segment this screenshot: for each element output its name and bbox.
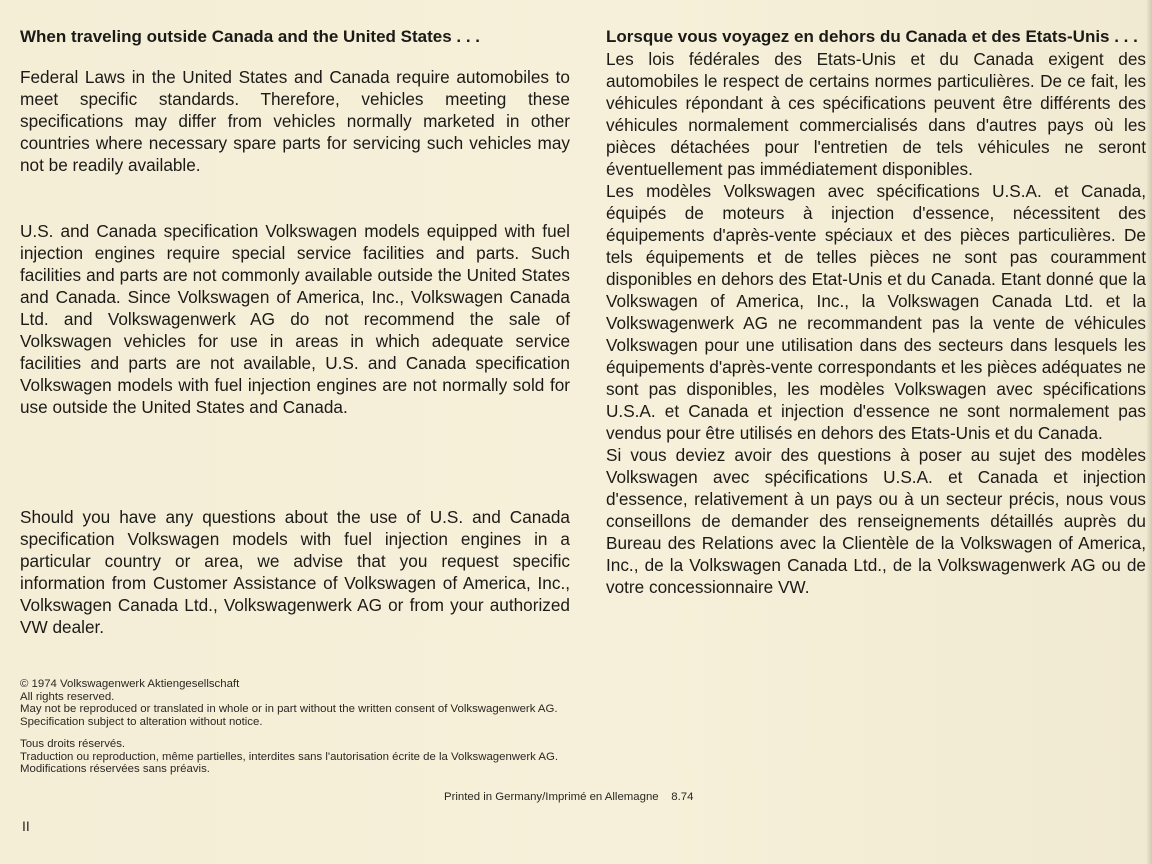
page-number: II xyxy=(22,818,30,834)
rights-reserved-fr: Tous droits réservés. xyxy=(20,738,126,750)
copyright-line: © 1974 Volkswagenwerk Aktiengesellschaft xyxy=(20,678,240,690)
specification-notice-en: Specification subject to alteration without notice. xyxy=(20,715,263,728)
printed-in-germany: Printed in Germany/Imprimé en Allemagne 8.74 xyxy=(444,791,694,803)
english-paragraph-fuel-injection: U.S. and Canada specification Volkswagen models equipped with fuel injection engines require special service facilities and parts. Such facilities and parts are not commonly available outside the United States and Canada. Since Volkswagen of America, Inc., Volkswagen Canada Ltd. and Volkswagenwerk AG do not recommend the sale of Volkswagen vehicles for use in areas in which adequate service facilities and parts are not available, U.S. and Canada specification Volkswagen models with fuel injection engines are not normally sold for use outside the United States and Canada. xyxy=(20,221,570,417)
french-paragraph-modeles: Les modèles Volkswagen avec spécifications U.S.A. et Canada, équipés de moteurs à injection d'essence, nécessitent des équipements d'après-vente spéciaux et des pièces particulières. De tels équipements et de telles pièces ne sont pas couramment disponibles en dehors des Etat-Unis et du Canada. Etant donné que la Volkswagen of America, Inc., la Volkswagen Canada Ltd. et la Volkswagenwerk AG ne recommandent pas la vente de véhicules Volkswagen pour une utilisation dans des secteurs dans lesquels les équipements d'après-vente correspondants et les pièces adéquates ne sont pas disponibles, les modèles Volkswagen avec spécifications U.S.A. et Canada et injection d'essence ne sont normalement pas vendus pour être utilisés en dehors des Etats-Unis et du Canada. xyxy=(606,181,1146,443)
french-column xyxy=(606,26,1146,598)
english-paragraph-federal-laws: Federal Laws in the United States and Canada require automobiles to meet specific standards. Therefore, vehicles meeting these specifications may differ from vehicles normally marketed in other countries where necessary spare parts for servicing such vehicles may not be readily available. xyxy=(20,67,570,175)
french-paragraph-lois: Les lois fédérales des Etats-Unis et du Canada exigent des automobiles le respect de certains normes particulières. De ce fait, les véhicules répondant à ces spécifications peuvent être différents des véhicules normalement commercialisés dans d'autres pays où les pièces détachées pour l'entretien de tels véhicules ne seront éventuellement pas immédiatement disponibles. xyxy=(606,49,1146,179)
french-paragraph-questions: Si vous deviez avoir des questions à poser au sujet des modèles Volkswagen avec spécifications U.S.A. et Canada et injection d'essence, relativement à un pays ou à un secteur précis, nous vous conseillons de demander des renseignements détaillés auprès du Bureau des Relations avec la Clientèle de la Volkswagen of America, Inc., de la Volkswagen Canada Ltd., de la Volkswagenwerk AG ou de votre concessionnaire VW. xyxy=(606,445,1146,597)
english-heading: When traveling outside Canada and the United States . . . xyxy=(20,27,481,46)
french-heading: Lorsque vous voyagez en dehors du Canada et des Etats-Unis . . . xyxy=(606,27,1138,46)
reproduction-notice-en: May not be reproduced or translated in whole or in part without the written consent of Volkswagenwerk AG. xyxy=(20,703,558,715)
english-column xyxy=(20,26,570,638)
page-edge-shadow xyxy=(1146,0,1152,864)
legal-footer xyxy=(20,678,800,776)
specification-notice-fr: Modifications réservées sans préavis. xyxy=(20,763,210,775)
reproduction-notice-fr: Traduction ou reproduction, même partielles, interdites sans l'autorisation écrite de la Volkswagenwerk AG. xyxy=(20,750,559,763)
rights-reserved-en: All rights reserved. xyxy=(20,690,115,703)
english-paragraph-questions: Should you have any questions about the use of U.S. and Canada specification Volkswagen models with fuel injection engines in a particular country or area, we advise that you request specific information from Customer Assistance of Volkswagen of America, Inc., Volkswagen Canada Ltd., Volkswagenwerk AG or from your authorized VW dealer. xyxy=(20,507,570,637)
